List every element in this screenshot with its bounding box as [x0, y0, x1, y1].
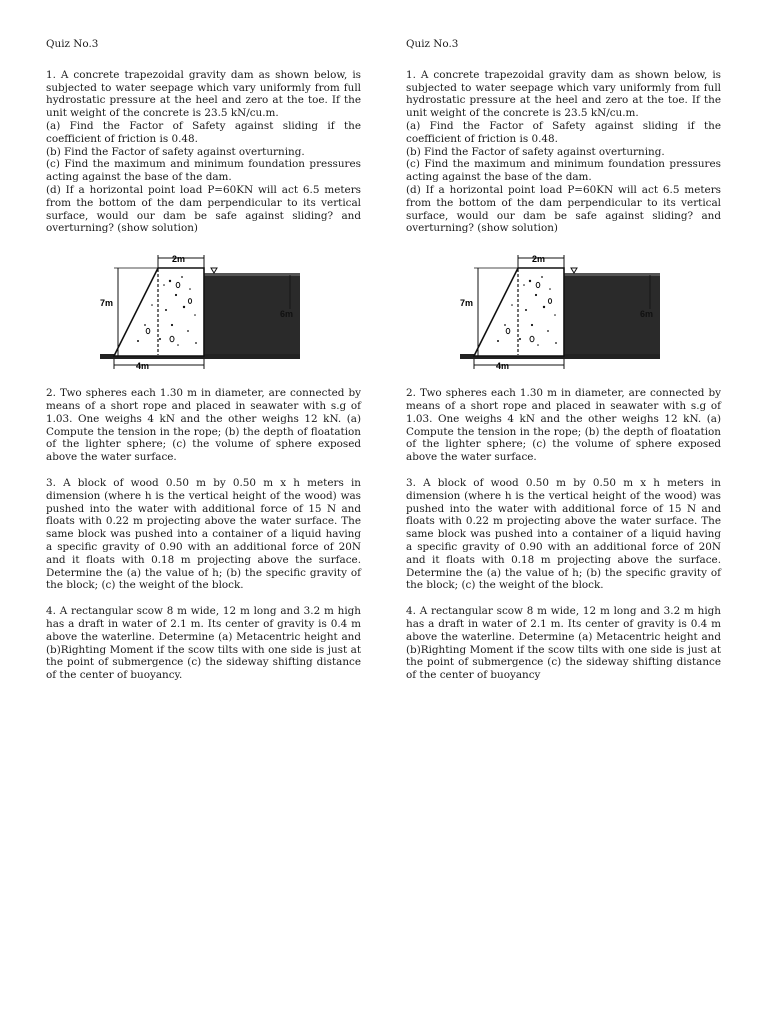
problem-2 — [406, 387, 721, 464]
problem-4-text: 4. A rectangular scow 8 m wide, 12 m long and 3.2 m high has a draft in water of 2.1 m. Its center of gravity is 0.4 m above the waterline. Determine (a) Metacentric height and (b)Righting Moment if the scow tilts with one side is just at the point of submergence (c) the sideway shifting distance of the center of buoyancy. — [46, 605, 361, 682]
problem-4-text: 4. A rectangular scow 8 m wide, 12 m long and 3.2 m high has a draft in water of 2.1 m. Its center of gravity is 0.4 m above the waterline. Determine (a) Metacentric height and (b)Righting Moment if the scow tilts with one side is just at the point of submergence (c) the sideway shifting distance of the center of buoyancy — [406, 605, 721, 682]
problem-1-part-c: (c) Find the maximum and minimum foundation pressures acting against the base of the dam. — [406, 158, 721, 184]
dam-figure — [100, 255, 300, 371]
top-width-label: 2m — [172, 255, 186, 265]
problem-3-text: 3. A block of wood 0.50 m by 0.50 m x h meters in dimension (where h is the vertical height of the wood) was pushed into the water with additional force of 15 N and floats with 0.22 m projecting above the water surface. The same block was pushed into a container of a liquid having a specific gravity of 0.90 with an additional force of 20N and it floats with 0.18 m projecting above the surface. Determine the (a) the value of h; (b) the specific gravity of the block; (c) the weight of the block. — [46, 476, 361, 592]
problem-1-intro: 1. A concrete trapezoidal gravity dam as shown below, is subjected to water seepage which vary uniformly from full hydrostatic pressure at the heel and zero at the toe. If the unit weight of the concrete is 23.5 kN/cu.m. — [406, 68, 721, 120]
water-depth-label: 6m — [640, 309, 654, 320]
problem-1 — [46, 69, 361, 371]
problem-1-part-a: (a) Find the Factor of Safety against sliding if the coefficient of friction is 0.48. — [46, 119, 361, 145]
problem-2-text: 2. Two spheres each 1.30 m in diameter, are connected by means of a short rope and placed in seawater with s.g of 1.03. One weighs 4 kN and the other weighs 12 kN. (a) Compute the tension in the rope; (b) the depth of floatation of the lighter sphere; (c) the volume of sphere exposed above the water surface. — [46, 387, 361, 464]
problem-1-part-d: (d) If a horizontal point load P=60KN will act 6.5 meters from the bottom of the dam perpendicular to its vertical surface, would our dam be safe against sliding? and overturning? (show solution) — [406, 183, 721, 235]
problem-3 — [46, 477, 361, 592]
problem-1-part-b: (b) Find the Factor of safety against overturning. — [406, 145, 665, 158]
problem-4 — [46, 605, 361, 682]
problem-1 — [406, 69, 721, 371]
dam-section — [114, 268, 204, 356]
problem-4 — [406, 605, 721, 682]
height-label: 7m — [100, 298, 114, 309]
quiz-title: Quiz No.3 — [46, 38, 99, 50]
problem-3-text: 3. A block of wood 0.50 m by 0.50 m x h meters in dimension (where h is the vertical height of the wood) was pushed into the water with additional force of 15 N and floats with 0.22 m projecting above the water surface. The same block was pushed into a container of a liquid having a specific gravity of 0.90 with an additional force of 20N and it floats with 0.18 m projecting above the surface. Determine the (a) the value of h; (b) the specific gravity of the block; (c) the weight of the block. — [406, 476, 721, 592]
problem-2 — [46, 387, 361, 464]
base-width-label: 4m — [136, 361, 150, 372]
problem-2-text: 2. Two spheres each 1.30 m in diameter, are connected by means of a short rope and placed in seawater with s.g of 1.03. One weighs 4 kN and the other weighs 12 kN. (a) Compute the tension in the rope; (b) the depth of floatation of the lighter sphere; (c) the volume of sphere exposed above the water surface. — [406, 387, 721, 464]
problem-1-part-d: (d) If a horizontal point load P=60KN will act 6.5 meters from the bottom of the dam perpendicular to its vertical surface, would our dam be safe against sliding? and overturning? (show solution) — [46, 183, 361, 235]
problem-1-part-a: (a) Find the Factor of Safety against sliding if the coefficient of friction is 0.48. — [406, 119, 721, 145]
height-label: 7m — [460, 298, 474, 309]
problem-1-part-c: (c) Find the maximum and minimum foundation pressures acting against the base of the dam. — [46, 158, 361, 184]
left-column — [46, 38, 361, 695]
base-width-label: 4m — [496, 361, 510, 372]
right-column — [406, 38, 721, 695]
problem-1-intro: 1. A concrete trapezoidal gravity dam as shown below, is subjected to water seepage which vary uniformly from full hydrostatic pressure at the heel and zero at the toe. If the unit weight of the concrete is 23.5 kN/cu.m. — [46, 68, 361, 120]
problem-1-part-b: (b) Find the Factor of safety against overturning. — [46, 145, 305, 158]
quiz-title: Quiz No.3 — [406, 38, 459, 50]
top-width-label: 2m — [532, 255, 546, 265]
problem-3 — [406, 477, 721, 592]
water-depth-label: 6m — [280, 309, 294, 320]
dam-figure — [460, 255, 660, 371]
dam-section — [474, 268, 564, 356]
